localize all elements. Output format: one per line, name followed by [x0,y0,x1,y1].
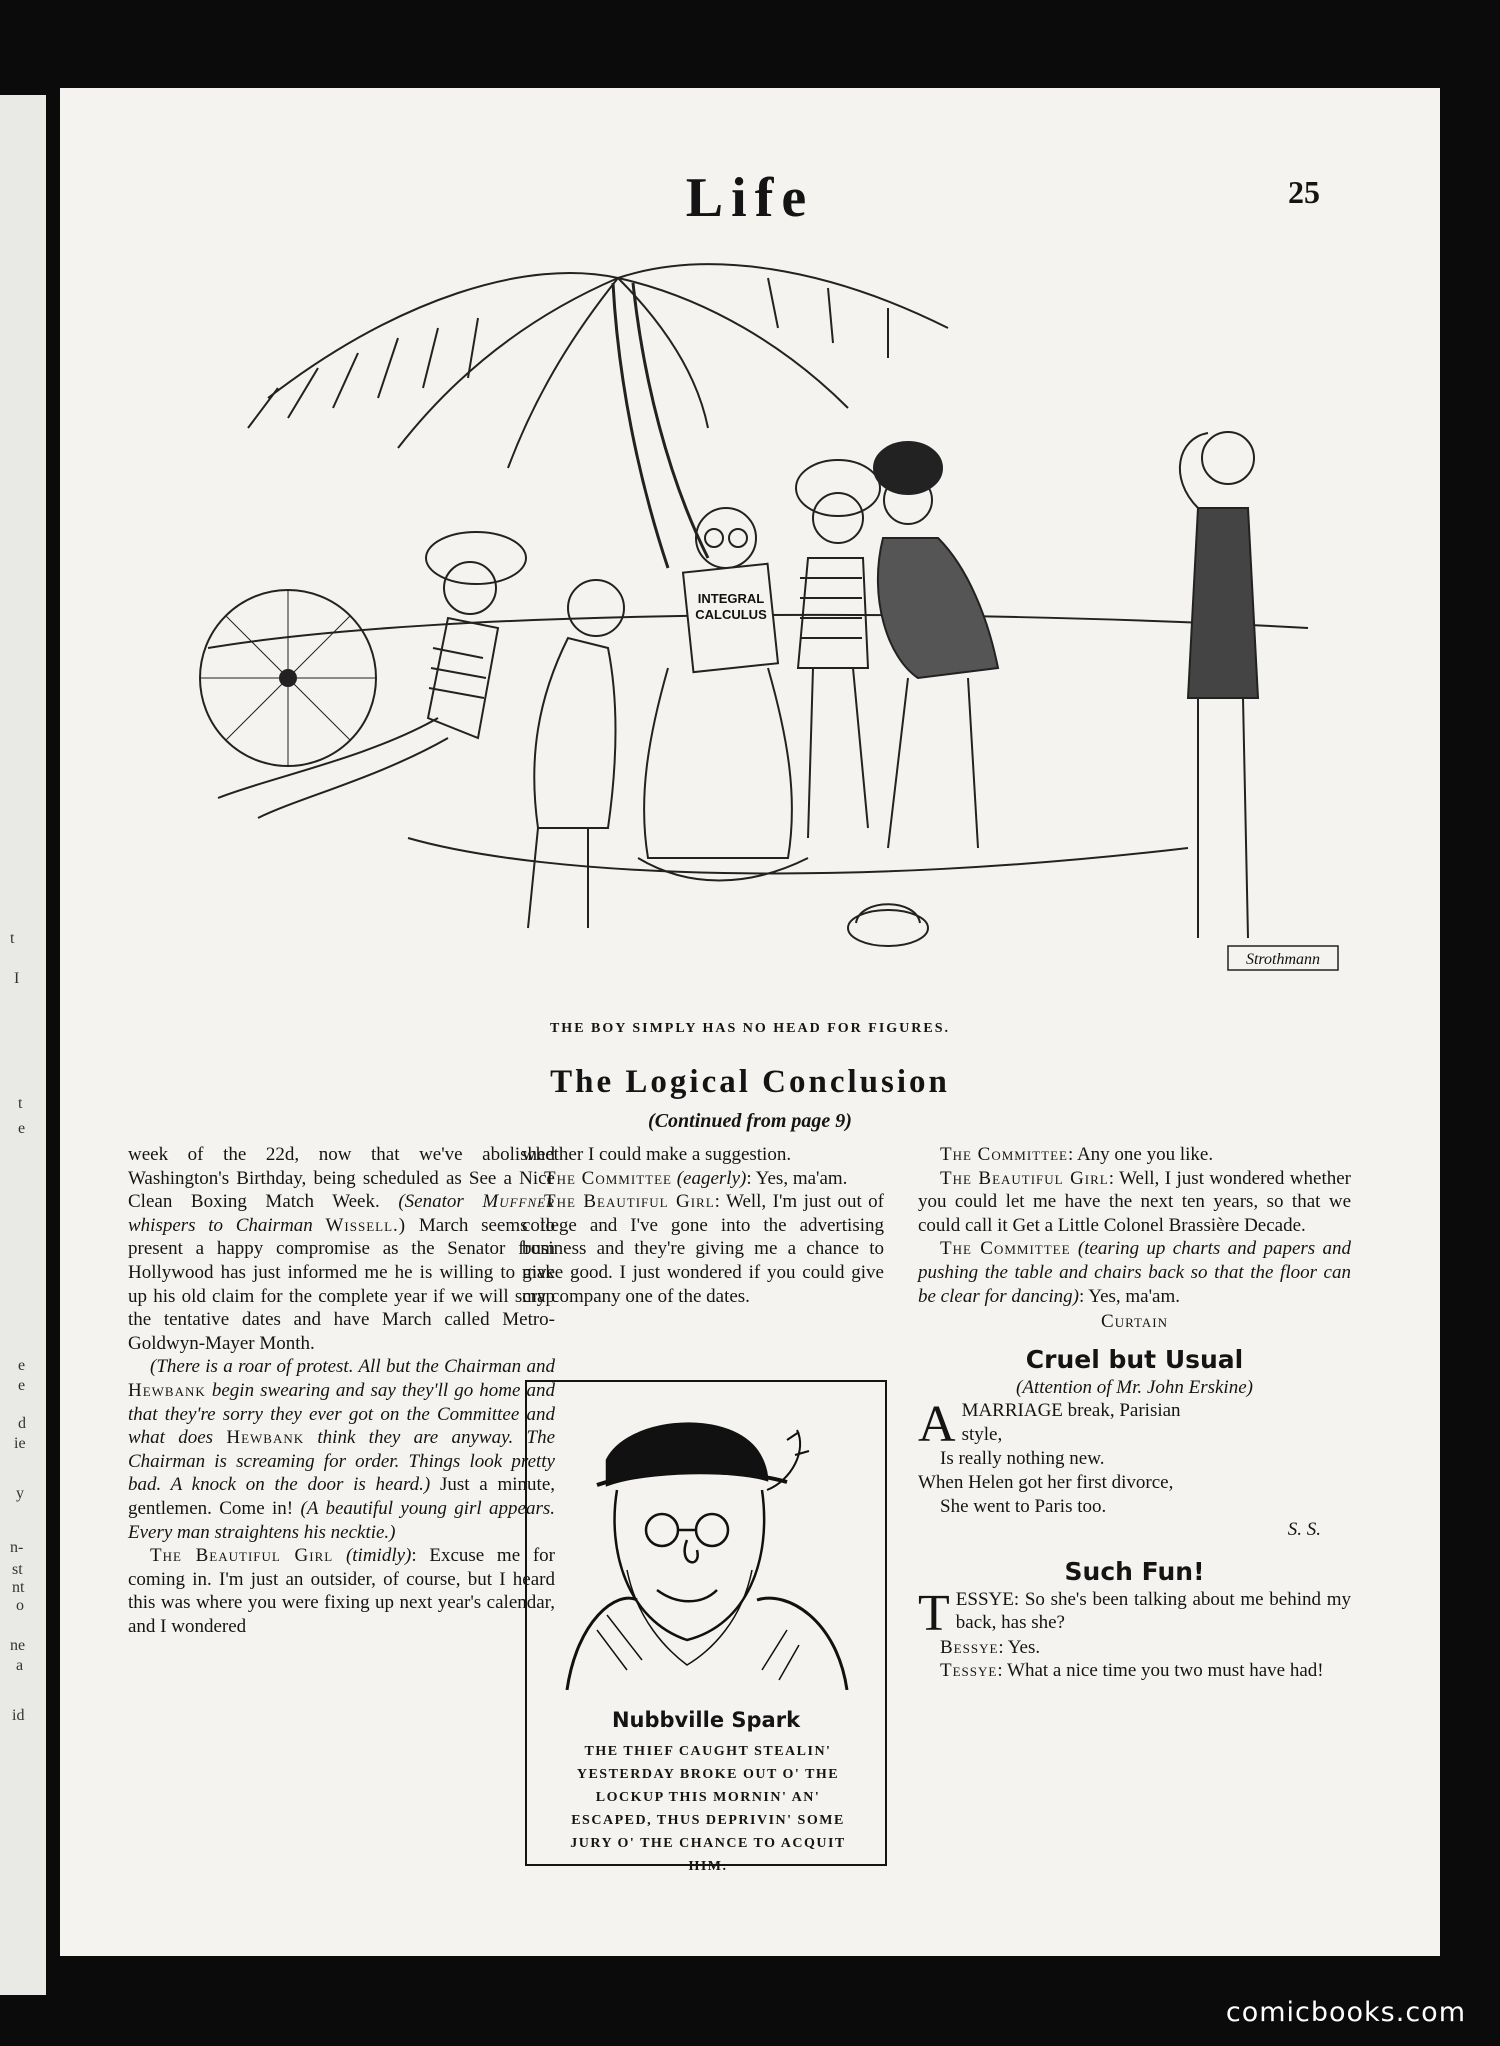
old-man-caricature [537,1390,877,1690]
dialogue-title: Such Fun! [1064,1556,1205,1586]
poem-attribution: (Attention of Mr. John Erskine) [1016,1376,1253,1398]
margin-fragment: n- [10,1539,24,1556]
site-watermark: comicbooks.com [1225,1997,1466,2028]
nubbville-spark-box [525,1380,887,1874]
margin-fragment: e [18,1120,26,1137]
margin-fragment: e [18,1377,26,1394]
paragraph: week of the 22d, now that we've abolished Washington's Birthday, being scheduled as See a Nice Clean Boxing Match Week. (Senator Muffner whispers to Chairman Wissell.) March seems to present a happy compromise as the Senator from Hollywood has just informed me he is willing to give up his old claim for the complete year if we will scrap the tentative dates and have March called Metro-Goldwyn-Mayer Month. [128,1144,556,1354]
stage-direction: (There is a roar of protest. All but the Chairman and Hewbank begin swearing and say they'll go home and that they're sorry they ever got on the Committee and what does Hewbank think they are anyway. The Chairman is screaming for order. Things look pretty bad. A knock on the door is heard.) Just a minute, gentlemen. Come in! (A beautiful young girl appears. Every man straightens his necktie.) [128,1356,556,1543]
dialogue-line: The Beautiful Girl: Well, I just wondered whether you could let me have the next ten years, so that we could call it Get a Little Colonel Brassière Decade. [918,1167,1351,1236]
article-column-2 [522,1143,884,1308]
margin-fragment: e [18,1357,26,1374]
margin-fragment: t [10,930,15,947]
box-title: Nubbville Spark [611,1708,801,1732]
book-label: CALCULUS [695,607,767,622]
dialogue-line: TESSYE: So she's been talking about me behind my back, has she? [918,1584,1351,1642]
poem-line: She went to Paris too. [940,1495,1107,1517]
article-column-3 [918,1143,1351,1683]
margin-fragment: ne [10,1637,26,1654]
margin-fragment: t [18,1095,23,1112]
dialogue-line: The Beautiful Girl: Well, I'm just out of college and I've gone into the advertising business and they're giving me a chance to make good. I just wondered if you could give my company one of the dates. [522,1191,884,1307]
artist-signature: Strothmann [1245,951,1321,968]
beach-cartoon-illustration [148,238,1348,978]
margin-fragment: st [12,1561,23,1578]
drop-cap: T [918,1584,950,1642]
poem-signature: S. S. [1287,1519,1321,1541]
margin-fragment: a [16,1657,24,1674]
poem-body [918,1396,1351,1541]
magazine-page [60,88,1440,1956]
dialogue-line: The Committee (eagerly): Yes, ma'am. [544,1167,848,1189]
continued-note: (Continued from page 9) [648,1110,852,1132]
article-title: The Logical Conclusion [550,1064,950,1100]
article-column-1 [128,1143,555,1638]
paragraph: whether I could make a suggestion. [522,1144,792,1165]
dialogue-body [918,1584,1351,1683]
page-number: 25 [1288,174,1320,210]
masthead: Life [685,167,815,229]
curtain-label: Curtain [1101,1311,1168,1333]
margin-fragment: o [16,1597,24,1614]
box-text: THE THIEF CAUGHT STEALIN' YESTERDAY BROKE OUT O' THE LOCKUP THIS MORNIN' AN' ESCAPED, THUS DEPRIVIN' SOME JURY O' THE CHANCE TO ACQUIT HIM. [570,1744,846,1874]
cartoon-caption: THE BOY SIMPLY HAS NO HEAD FOR FIGURES. [549,1021,951,1036]
dialogue-line: The Committee: Any one you like. [940,1144,1214,1165]
poem-line: Is really nothing new. [940,1448,1105,1470]
poem-line: When Helen got her first divorce, [918,1471,1174,1493]
adjacent-page-strip [0,95,46,1995]
dialogue-line: Bessye: Yes. [940,1636,1041,1658]
drop-cap: A [918,1396,956,1454]
margin-fragment: nt [12,1579,25,1596]
margin-fragment: y [16,1485,24,1502]
dialogue-line: Tessye: What a nice time you two must have had! [940,1660,1324,1682]
poem-title: Cruel but Usual [1025,1344,1244,1374]
margin-fragment: d [18,1415,26,1432]
poem-line: MARRIAGE break, Parisian [961,1400,1181,1422]
dialogue-line: The Committee (tearing up charts and papers and pushing the table and chairs back so that the floor can be clear for dancing): Yes, ma'am. [918,1238,1351,1307]
dialogue-line: The Beautiful Girl (timidly): Excuse me for coming in. I'm just an outsider, of course, but I heard this was where you were fixing up next year's calendar, and I wondered [128,1545,555,1637]
margin-fragment: I [14,970,20,987]
margin-fragment: ie [14,1435,26,1452]
margin-fragment: id [12,1707,25,1724]
book-label: INTEGRAL [697,591,765,606]
poem-line: style, [961,1423,1003,1445]
